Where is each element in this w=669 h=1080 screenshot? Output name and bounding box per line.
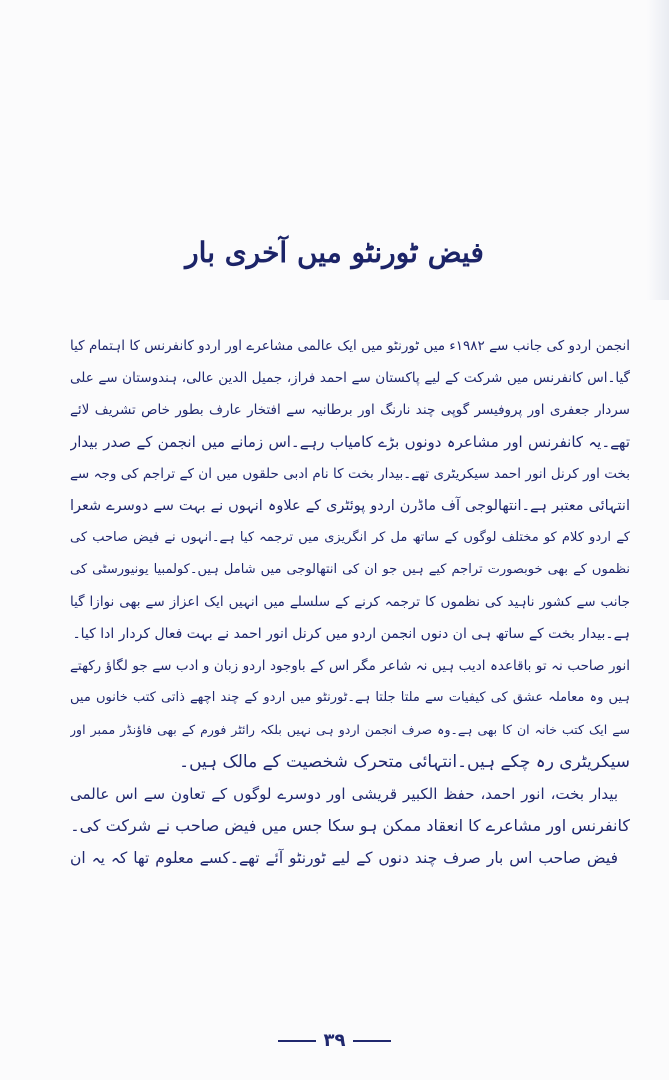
text-line: سیکریٹری رہ چکے ہیں۔انتہائی متحرک شخصیت کے مالک ہیں۔ xyxy=(179,752,630,772)
text-line: بیدار بخت، انور احمد، حفظ الکبیر قریشی اور دوسرے لوگوں کے تعاون سے اس عالمی xyxy=(70,785,618,803)
text-line: بخت اور کرنل انور احمد سیکریٹری تھے۔بیدار بخت کا نام ادبی حلقوں میں ان کے تراجم کی وجہ سے xyxy=(70,466,630,482)
page-number-rule-right xyxy=(353,1040,391,1042)
text-line: سے ایک کتب خانہ ان کا بھی ہے۔وہ صرف انجمن اردو ہی نہیں بلکہ رائٹر فورم کے بھی فاؤنڈر ممبر اور xyxy=(70,722,630,737)
text-line: انور صاحب نہ تو باقاعدہ ادیب ہیں نہ شاعر مگر اس کے باوجود اردو زبان و ادب سے جو لگاؤ رکھتے xyxy=(70,658,630,674)
body-text xyxy=(70,330,630,874)
text-line: جانب سے کشور ناہید کی نظموں کا ترجمہ کرنے کے سلسلے میں انہیں ایک اعزاز سے بھی نوازا گیا xyxy=(70,594,630,610)
text-line: تھے۔یہ کانفرنس اور مشاعرہ دونوں بڑے کامیاب رہے۔اس زمانے میں انجمن کے صدر بیدار xyxy=(70,433,630,451)
text-line: کانفرنس اور مشاعرے کا انعقاد ممکن ہو سکا جس میں فیض صاحب نے شرکت کی۔ xyxy=(70,816,630,835)
text-line: نظموں کے بھی خوبصورت تراجم کیے ہیں جو ان کی انتھالوجی میں شامل ہیں۔کولمبیا یونیورسٹی کی xyxy=(70,562,630,577)
page-number-footer xyxy=(0,1030,669,1051)
page-number-rule-left xyxy=(278,1040,316,1042)
text-line: کے اردو کلام کو مختلف لوگوں کے ساتھ مل کر انگریزی میں ترجمہ کیا ہے۔انہوں نے فیض صاحب کی xyxy=(70,530,630,545)
text-line: ہے۔بیدار بخت کے ساتھ ہی ان دنوں انجمن اردو میں کرنل انور احمد نے بہت فعال کردار ادا کیا۔ xyxy=(72,626,630,642)
text-line: ہیں وہ معاملہ عشق کی کیفیات سے ملتا جلتا ہے۔ٹورنٹو میں اردو کے چند اچھے ذاتی کتب خانوں میں xyxy=(70,690,630,705)
text-line: فیض صاحب اس بار صرف چند دنوں کے لیے ٹورنٹو آئے تھے۔کسے معلوم تھا کہ یہ ان xyxy=(70,849,618,867)
text-line: گیا۔اس کانفرنس میں شرکت کے لیے پاکستان سے احمد فراز، جمیل الدین عالی، ہندوستان سے علی xyxy=(70,370,630,386)
page-number: ۳۹ xyxy=(323,1030,346,1051)
text-line: انجمن اردو کی جانب سے ۱۹۸۲ء میں ٹورنٹو میں ایک عالمی مشاعرے اور اردو کانفرنس کا اہتمام کیا xyxy=(70,338,630,354)
text-line: سردار جعفری اور پروفیسر گوپی چند نارنگ اور برطانیہ سے افتخار عارف بطور خاص تشریف لائے xyxy=(70,402,630,418)
chapter-title: فیض ٹورنٹو میں آخری بار xyxy=(185,236,484,269)
text-line: انتہائی معتبر ہے۔انتھالوجی آف ماڈرن اردو پوئٹری کے علاوہ انہوں نے بہت سے دوسرے شعرا xyxy=(70,498,630,514)
